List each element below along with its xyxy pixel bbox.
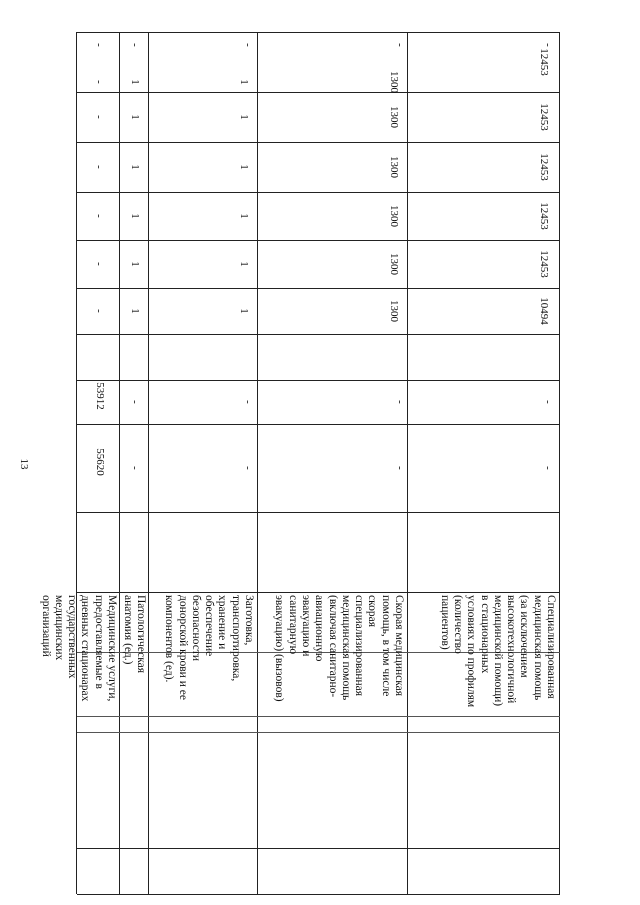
column-divider <box>77 142 560 143</box>
cell-value: 1300 <box>388 205 400 227</box>
rotated-table <box>39 32 560 894</box>
column-divider <box>77 32 560 33</box>
cell-value: 1 <box>238 213 250 219</box>
cell-value: - <box>394 466 406 470</box>
cell-value: - <box>93 165 105 169</box>
row-divider <box>257 32 258 894</box>
column-divider <box>77 894 560 895</box>
column-divider <box>77 848 560 849</box>
cell-value: 10494 <box>538 297 550 325</box>
column-divider <box>77 380 560 381</box>
cell-value: - <box>394 43 406 47</box>
cell-value: - <box>129 466 141 470</box>
cell-value: 55620 <box>94 448 106 476</box>
column-divider <box>77 512 560 513</box>
cell-value: 12453 <box>538 202 550 230</box>
cell-value: - <box>93 262 105 266</box>
cell-value: 12453 <box>538 48 550 76</box>
cell-value: 1 <box>129 164 141 170</box>
cell-value: 1300 <box>388 300 400 322</box>
cell-value: - <box>93 115 105 119</box>
row-label: Специализированная медицинская помощь (за исключением высокотехнологичной медицинской помощи) в стационарных условиях по профилям (количество пациентов) <box>438 595 557 708</box>
cell-value: - <box>93 80 105 84</box>
row-label: Патологическая анатомия (ед.) <box>121 595 147 674</box>
table-border-bottom <box>76 32 77 894</box>
cell-value: - <box>242 400 254 404</box>
cell-value: 1300 <box>388 253 400 275</box>
page-number: 13 <box>18 458 30 470</box>
column-divider <box>77 92 560 93</box>
cell-value: - <box>93 214 105 218</box>
row-label: Скорая медицинская помощь, в том числе скорая специализированная медицинская помощь (включая санитарно- авиационную эвакуацию и санитарную эвакуацию) (вызовов) <box>273 595 405 702</box>
cell-value: 1300 <box>388 156 400 178</box>
cell-value: 1 <box>238 261 250 267</box>
cell-value: - <box>93 43 105 47</box>
cell-value: - <box>242 466 254 470</box>
cell-value: 12453 <box>538 103 550 131</box>
cell-value: - <box>542 466 554 470</box>
column-divider <box>77 288 560 289</box>
cell-value: 1 <box>238 79 250 85</box>
cell-value: 1 <box>129 114 141 120</box>
cell-value: - <box>394 400 406 404</box>
row-divider <box>119 32 120 894</box>
cell-value: 12453 <box>538 153 550 181</box>
row-divider <box>148 32 149 894</box>
cell-value: - <box>129 43 141 47</box>
cell-value: - <box>542 400 554 404</box>
cell-value: - <box>129 400 141 404</box>
cell-value: - <box>93 309 105 313</box>
cell-value: 1 <box>129 79 141 85</box>
row-divider <box>407 32 408 894</box>
row-label: Медицинские услуги, предоставляемые в дневных стационарах государственных медицинских организаций <box>39 595 118 702</box>
column-divider <box>77 192 560 193</box>
cell-value: - <box>542 43 554 47</box>
cell-value: 1300 <box>388 106 400 128</box>
column-divider <box>77 334 560 335</box>
cell-value: 1 <box>238 164 250 170</box>
cell-value: 1 <box>238 308 250 314</box>
column-divider <box>77 592 560 593</box>
cell-value: 1 <box>129 308 141 314</box>
cell-value: 1 <box>238 114 250 120</box>
cell-value: - <box>242 43 254 47</box>
column-divider <box>77 424 560 425</box>
cell-value: 1 <box>129 261 141 267</box>
cell-value: 1 <box>129 213 141 219</box>
cell-value: 12453 <box>538 250 550 278</box>
cell-value: 1300 <box>388 71 400 93</box>
column-divider <box>77 240 560 241</box>
row-label: Заготовка, транспортировка, хранение и обеспечение безопасности донорской крови и ее компонентов (ед). <box>163 595 255 700</box>
table-border-top <box>559 32 560 894</box>
cell-value: 53912 <box>94 382 106 410</box>
